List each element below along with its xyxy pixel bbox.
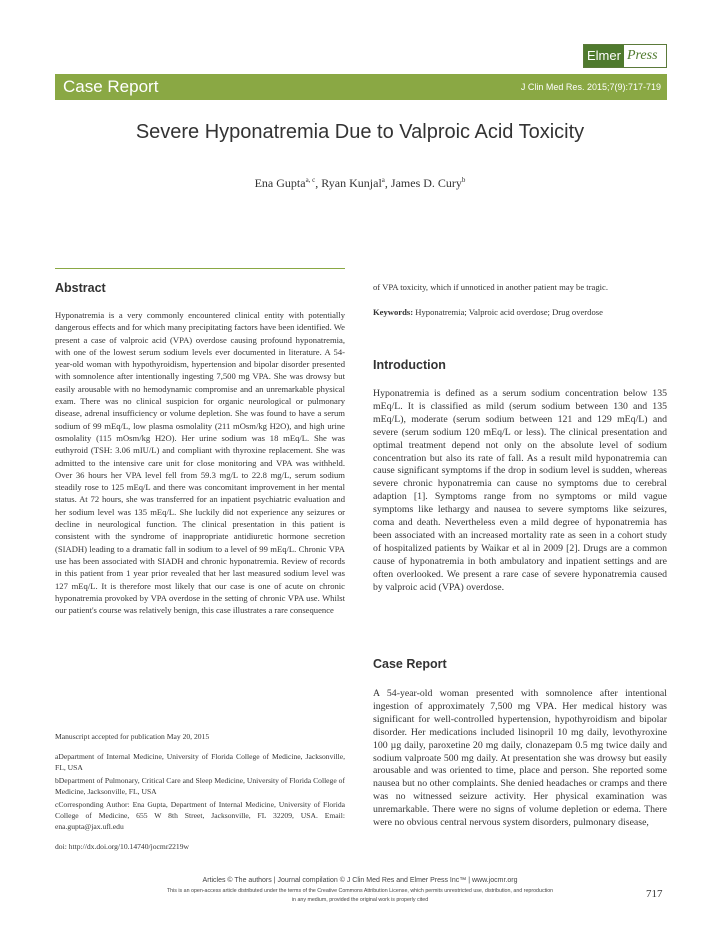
article-title: Severe Hyponatremia Due to Valproic Acid Toxicity bbox=[135, 121, 585, 143]
introduction-heading: Introduction bbox=[373, 358, 446, 372]
author-name: Ryan Kunjal bbox=[321, 176, 382, 190]
abstract-continued: of VPA toxicity, which if unnoticed in another patient may be tragic. bbox=[373, 282, 609, 292]
abstract-heading: Abstract bbox=[55, 281, 106, 295]
publisher-logo-part2: Press bbox=[626, 48, 658, 63]
author-name: James D. Cury bbox=[390, 176, 462, 190]
case-report-text: A 54-year-old woman presented with somnolence after intentional ingestion of approximately 7,500 mg VPA. Her medical history was significant for well-controlled hypertension, hypothyroidism and bipolar disorder. Her medications included lisinopril 10 mg daily, levothyroxine 100 µg daily, paroxetine 20 mg daily, clonazepam 0.5 mg twice daily and sodium valproate 500 mg daily. At presentation she was drowsy but easily arousable and was oriented to time, place and person. She reported some nausea but no other complaints. She denied headaches or cramps and there was no witnessed seizure activity. Her physical examination was unremarkable. There were no signs of volume depletion or edema. There were no obvious central nervous system disorders, pulmonary disease, bbox=[373, 688, 667, 829]
keywords-text: Hyponatremia; Valproic acid overdose; Drug overdose bbox=[415, 307, 603, 317]
introduction-body bbox=[373, 388, 667, 595]
abstract-divider bbox=[55, 268, 345, 269]
author-affiliation-mark: b bbox=[461, 176, 466, 184]
author-name: Ena Gupta bbox=[254, 176, 306, 190]
case-report-body bbox=[373, 688, 667, 830]
affiliation-b: bDepartment of Pulmonary, Critical Care and Sleep Medicine, University of Florida College of Medicine, Jacksonville, FL, USA bbox=[55, 776, 345, 796]
article-notes bbox=[55, 731, 345, 852]
publisher-logo bbox=[583, 44, 667, 68]
keywords-line bbox=[373, 306, 667, 318]
abstract-body bbox=[55, 309, 345, 616]
keywords-label: Keywords: bbox=[373, 307, 414, 317]
footer-license: This is an open-access article distributed under the terms of the Creative Commons Attribution License, which permits unrestricted use, distribution, and reproduction bbox=[166, 888, 554, 894]
author-affiliation-mark: a, c bbox=[305, 176, 316, 184]
corresponding-author: cCorresponding Author: Ena Gupta, Department of Internal Medicine, University of Florida College of Medicine, 655 W 8th Street, Jacksonville, FL 32209, USA. Email: ena.gupta@jax.ufl.edu bbox=[55, 800, 345, 831]
doi-link[interactable]: doi: http://dx.doi.org/10.14740/jocmr2219w bbox=[55, 842, 190, 851]
affiliation-a: aDepartment of Internal Medicine, University of Florida College of Medicine, Jacksonville, FL, USA bbox=[55, 752, 345, 772]
page-number: 717 bbox=[646, 888, 663, 900]
accepted-date: Manuscript accepted for publication May 20, 2015 bbox=[55, 732, 210, 741]
footer-copyright: Articles © The authors | Journal compilation © J Clin Med Res and Elmer Press Inc™ | www.jocmr.org bbox=[202, 877, 518, 884]
abstract-text: Hyponatremia is a very commonly encountered clinical entity with potentially dangerous effects and for which many precipitating factors have been identified. We present a case of valproic acid (VPA) overdose causing profound hyponatremia, with one of the lowest serum sodium levels ever documented in literature. A 54-year-old woman with hypothyroidism, hypertension and bipolar disorder presented with somnolence after intentionally ingesting 7,500 mg VPA. She was drowsy but easily arousable with no hemodynamic compromise and an unremarkable physical exam. There was no clinical suspicion for organic neurological or pulmonary disease, adrenal insufficiency or volume depletion. She was found to have a serum sodium of 99 mEq/L, low plasma osmolality (211 mOsm/kg H2O), and high urine osmolality (115 mOsm/kg H2O). Her urine sodium was 18 mEq/L. She was euthyroid (TSH: 3.06 mIU/L) and compliant with thyroxine replacement. She was admitted to the intensive care unit for close monitoring and VPA was withheld. Over 36 hours her VPA level fell from 59.3 mg/L to 22.8 mg/L, serum sodium steadily rose to 125 mEq/L and there was concomitant improvement in her mental status. At 72 hours, she was transferred for an inpatient psychiatric evaluation and her sodium level was 135 mEq/L. She luckily did not experience any seizures or decline in neurological function. The clinical presentation in this patient is consistent with the syndrome of inappropriate antidiuretic hormone secretion (SIADH) leading to a dramatic fall in sodium to a level of 99 mEq/L. Chronic VPA use has been associated with SIADH and chronic hyponatremia. Review of records in this patient from 1 year prior revealed that her last measured sodium level was 127 mEq/L. It is therefore most likely that our case is one of acute on chronic hyponatremia provoked by VPA overdose in the setting of chronic VPA use. Whilst our patient's course was relatively benign, this case illustrates a rare consequence bbox=[55, 310, 345, 616]
author-list: Ena Gupta$^{a, c}$, Ryan Kunjal$^a$, James D. Cury$^b$ bbox=[254, 176, 466, 190]
case-report-heading: Case Report bbox=[373, 657, 447, 671]
footer-license-cont: in any medium, provided the original work is properly cited bbox=[291, 897, 429, 903]
publisher-logo-part1: Elmer bbox=[584, 45, 624, 67]
section-label: Case Report bbox=[63, 77, 159, 96]
introduction-text: Hyponatremia is defined as a serum sodium concentration below 135 mEq/L. It is classified as mild (serum sodium between 130 and 135 mEq/L), moderate (serum sodium between 121 and 129 mEq/L) and severe (serum sodium 120 mEq/L or less). The clinical presentation and optimal treatment depend not only on the absolute level of sodium concentration but also its rate of fall. As a result mild hyponatremia can cause significant symptoms if the drop in sodium level is sudden, whereas severe chronic hyponatremia can cause no symptoms due to cerebral adaption [1]. Symptoms range from no symptoms or mild vague symptoms like lethargy and nausea to severe symptoms like seizures, coma and death. Nevertheless even a mild degree of hyponatremia has been associated with an increased mortality rate as seen in a cohort study of hospitalized patients by Waikar et al in 2009 [2]. Drugs are a common cause of hyponatremia in both ambulatory and inpatient settings and are often overlooked. We present a rare case of severe hyponatremia caused by valproic acid (VPA) overdose. bbox=[373, 388, 667, 593]
author-affiliation-mark: a bbox=[381, 176, 385, 184]
journal-citation: J Clin Med Res. 2015;7(9):717-719 bbox=[520, 82, 661, 92]
section-header-band bbox=[55, 74, 667, 100]
